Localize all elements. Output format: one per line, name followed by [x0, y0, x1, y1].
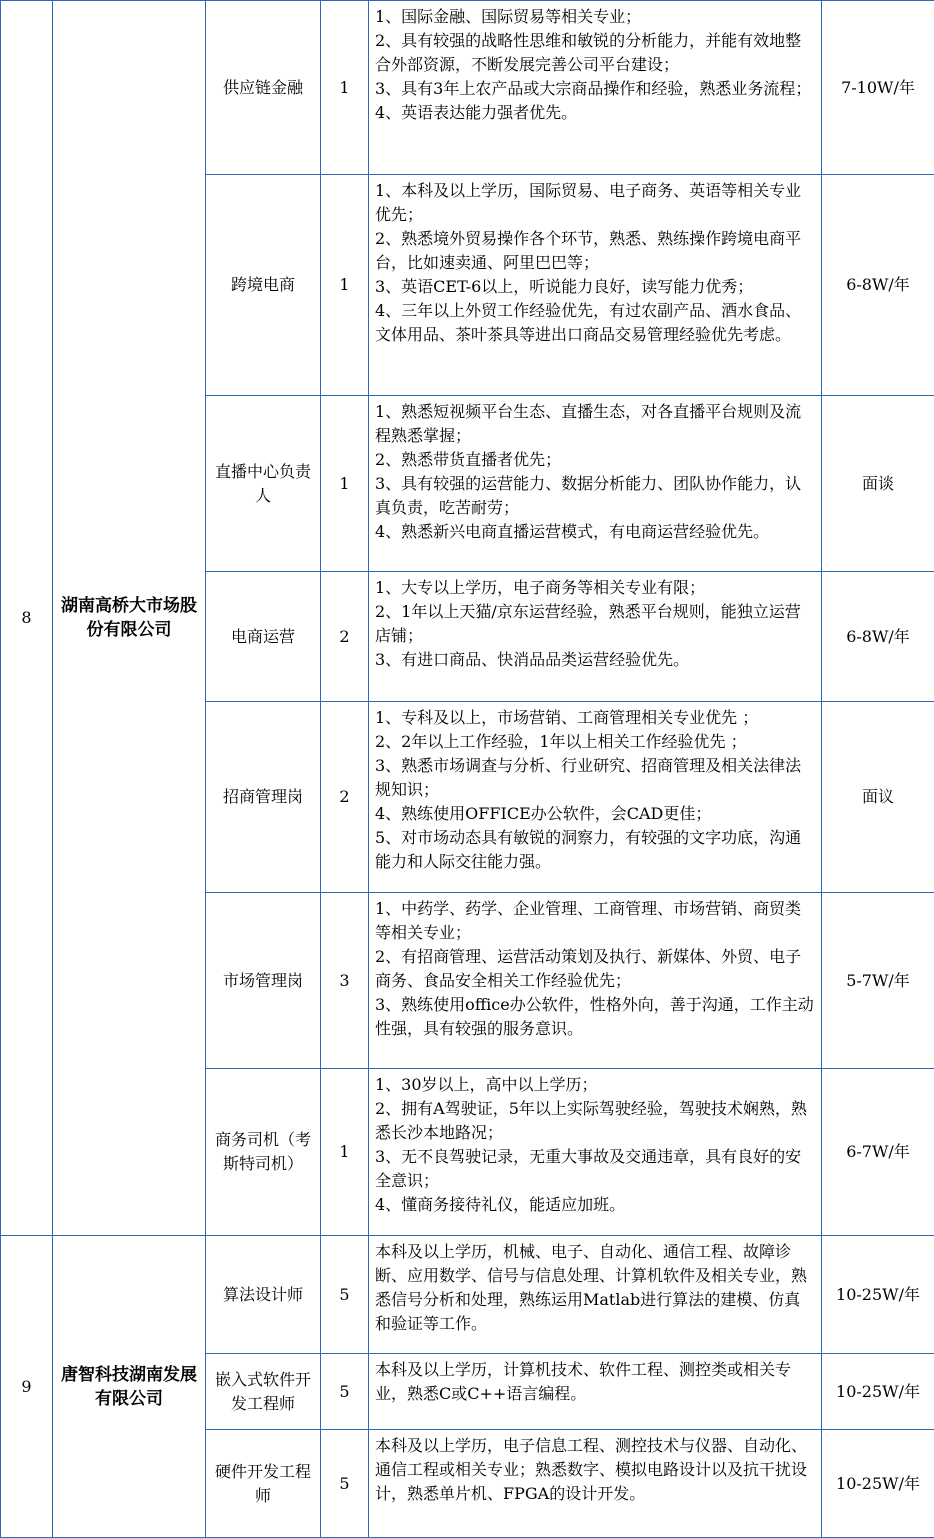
headcount: 5 [321, 1430, 369, 1538]
requirement-line: 2、有招商管理、运营活动策划及执行、新媒体、外贸、电子商务、食品安全相关工作经验优先； [375, 947, 802, 990]
job-row [1, 1, 934, 175]
salary: 7-10W/年 [822, 1, 934, 175]
headcount: 1 [321, 175, 369, 396]
job-title: 跨境电商 [206, 175, 321, 396]
job-title: 供应链金融 [206, 1, 321, 175]
requirement-line: 2、具有较强的战略性思维和敏锐的分析能力，并能有效地整合外部资源，不断发展完善公司平台建设； [375, 31, 802, 74]
job-title: 直播中心负责人 [206, 396, 321, 572]
requirement-line: 4、三年以上外贸工作经验优先，有过农副产品、酒水食品、文体用品、茶叶茶具等进出口商品交易管理经验优先考虑。 [375, 301, 802, 344]
requirement-line: 3、有进口商品、快消品品类运营经验优先。 [375, 650, 690, 669]
requirement-line: 4、英语表达能力强者优先。 [375, 103, 578, 122]
job-row [1, 1236, 934, 1354]
job-requirements [369, 702, 822, 893]
salary: 10-25W/年 [822, 1354, 934, 1430]
job-requirements [369, 572, 822, 702]
salary: 面谈 [822, 396, 934, 572]
job-requirements [369, 893, 822, 1069]
job-title: 电商运营 [206, 572, 321, 702]
requirement-line: 2、2年以上工作经验，1年以上相关工作经验优先 ； [375, 732, 747, 751]
salary: 5-7W/年 [822, 893, 934, 1069]
requirement-line: 4、懂商务接待礼仪，能适应加班。 [375, 1195, 626, 1214]
job-title: 商务司机（考斯特司机） [206, 1069, 321, 1236]
job-title: 招商管理岗 [206, 702, 321, 893]
requirement-line: 4、熟练使用OFFICE办公软件，会CAD更佳； [375, 804, 712, 823]
requirement-line: 2、1年以上天猫/京东运营经验，熟悉平台规则，能独立运营店铺； [375, 602, 801, 645]
requirement-line: 本科及以上学历，电子信息工程、测控技术与仪器、自动化、通信工程或相关专业；熟悉数字、模拟电路设计以及抗干扰设计，熟悉单片机、FPGA的设计开发。 [375, 1436, 808, 1503]
headcount: 1 [321, 1, 369, 175]
requirement-line: 本科及以上学历，机械、电子、自动化、通信工程、故障诊断、应用数学、信号与信息处理、计算机软件及相关专业，熟悉信号分析和处理，熟练运用Matlab进行算法的建模、仿真和验证等工作。 [375, 1242, 808, 1333]
requirement-line: 4、熟悉新兴电商直播运营模式，有电商运营经验优先。 [375, 522, 770, 541]
headcount: 3 [321, 893, 369, 1069]
requirement-line: 3、熟练使用office办公软件，性格外向，善于沟通，工作主动性强，具有较强的服务意识。 [375, 995, 814, 1038]
company-index: 8 [1, 1, 53, 1236]
company-index: 9 [1, 1236, 53, 1538]
company-name: 湖南高桥大市场股份有限公司 [53, 1, 206, 1236]
requirement-line: 1、中药学、药学、企业管理、工商管理、市场营销、商贸类等相关专业； [375, 899, 802, 942]
job-title: 市场管理岗 [206, 893, 321, 1069]
headcount: 5 [321, 1354, 369, 1430]
job-requirements [369, 1430, 822, 1538]
headcount: 1 [321, 396, 369, 572]
requirement-line: 1、国际金融、国际贸易等相关专业； [375, 7, 642, 26]
salary: 10-25W/年 [822, 1430, 934, 1538]
headcount: 1 [321, 1069, 369, 1236]
job-requirements [369, 1, 822, 175]
requirement-line: 2、熟悉带货直播者优先； [375, 450, 562, 469]
requirement-line: 1、本科及以上学历，国际贸易、电子商务、英语等相关专业优先； [375, 181, 802, 224]
requirement-line: 1、专科及以上，市场营销、工商管理相关专业优先 ； [375, 708, 759, 727]
job-title: 嵌入式软件开发工程师 [206, 1354, 321, 1430]
requirement-line: 3、无不良驾驶记录，无重大事故及交通违章，具有良好的安全意识； [375, 1147, 802, 1190]
job-title: 算法设计师 [206, 1236, 321, 1354]
job-requirements [369, 175, 822, 396]
requirement-line: 2、拥有A驾驶证，5年以上实际驾驶经验，驾驶技术娴熟，熟悉长沙本地路况； [375, 1099, 807, 1142]
job-requirements [369, 1354, 822, 1430]
salary: 6-8W/年 [822, 175, 934, 396]
salary: 面议 [822, 702, 934, 893]
requirement-line: 5、对市场动态具有敏锐的洞察力，有较强的文字功底，沟通能力和人际交往能力强。 [375, 828, 802, 871]
requirement-line: 3、英语CET-6以上，听说能力良好，读写能力优秀； [375, 277, 754, 296]
requirement-line: 1、30岁以上，高中以上学历； [375, 1075, 598, 1094]
salary: 6-7W/年 [822, 1069, 934, 1236]
job-requirements [369, 1236, 822, 1354]
requirement-line: 1、熟悉短视频平台生态、直播生态，对各直播平台规则及流程熟悉掌握； [375, 402, 802, 445]
job-requirements [369, 1069, 822, 1236]
headcount: 5 [321, 1236, 369, 1354]
requirement-line: 2、熟悉境外贸易操作各个环节，熟悉、熟练操作跨境电商平台，比如速卖通、阿里巴巴等； [375, 229, 802, 272]
requirement-line: 3、熟悉市场调查与分析、行业研究、招商管理及相关法律法规知识； [375, 756, 802, 799]
requirement-line: 3、具有较强的运营能力、数据分析能力、团队协作能力，认真负责，吃苦耐劳； [375, 474, 802, 517]
headcount: 2 [321, 572, 369, 702]
headcount: 2 [321, 702, 369, 893]
job-title: 硬件开发工程师 [206, 1430, 321, 1538]
job-requirements [369, 396, 822, 572]
salary: 10-25W/年 [822, 1236, 934, 1354]
requirement-line: 1、大专以上学历，电子商务等相关专业有限； [375, 578, 706, 597]
salary: 6-8W/年 [822, 572, 934, 702]
requirement-line: 本科及以上学历，计算机技术、软件工程、测控类或相关专业，熟悉C或C++语言编程。 [375, 1360, 792, 1403]
requirement-line: 3、具有3年上农产品或大宗商品操作和经验，熟悉业务流程； [375, 79, 812, 98]
company-name: 唐智科技湖南发展有限公司 [53, 1236, 206, 1538]
